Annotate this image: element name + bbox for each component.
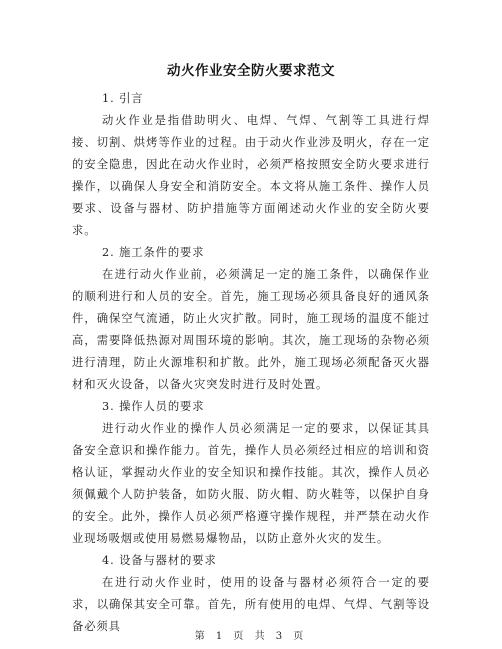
page-number-footer: 第 1 页 共 3 页 — [194, 631, 308, 642]
section-heading-operator-requirements: 3. 操作人员的要求 — [102, 400, 205, 413]
section-text-equipment-requirements: 在进行动火作业时，使用的设备与器材必须符合一定的要求，以确保其安全可靠。首先，所有使用的电焊、气焊、气割等设备必须具 — [72, 576, 430, 633]
section-heading-construction-conditions: 2. 施工条件的要求 — [102, 246, 205, 259]
section-text-operator-requirements: 进行动火作业的操作人员必须满足一定的要求，以保证其具备安全意识和操作能力。首先，操作人员必须经过相应的培训和资格认证，掌握动火作业的安全知识和操作技能。其次，操作人员必须佩戴个人防护装备，如防火服、防火帽、防火鞋等，以保护自身的安全。此外，操作人员必须严格遵守操作规程，并严禁在动火作业现场吸烟或使用易燃易爆物品，以防止意外火灾的发生。 — [72, 422, 430, 545]
document-title: 动火作业安全防火要求范文 — [167, 63, 335, 79]
section-text-introduction: 动火作业是指借助明火、电焊、气焊、气割等工具进行焊接、切割、烘烤等作业的过程。由于动火作业涉及明火，存在一定的安全隐患，因此在动火作业时，必须严格按照安全防火要求进行操作，以确保人身安全和消防安全。本文将从施工条件、操作人员要求、设备与器材、防护措施等方面阐述动火作业的安全防火要求。 — [72, 114, 430, 237]
document-body — [72, 88, 430, 638]
section-heading-equipment-requirements: 4. 设备与器材的要求 — [102, 554, 217, 567]
section-text-construction-conditions: 在进行动火作业前，必须满足一定的施工条件，以确保作业的顺利进行和人员的安全。首先，施工现场必须具备良好的通风条件，确保空气流通，防止火灾扩散。同时，施工现场的温度不能过高，需要降低热源对周围环境的影响。其次，施工现场的杂物必须进行清理，防止火源堆积和扩散。此外，施工现场必须配备灭火器材和灭火设备，以备火灾突发时进行及时处置。 — [72, 268, 430, 391]
section-heading-introduction: 1. 引言 — [102, 92, 144, 105]
